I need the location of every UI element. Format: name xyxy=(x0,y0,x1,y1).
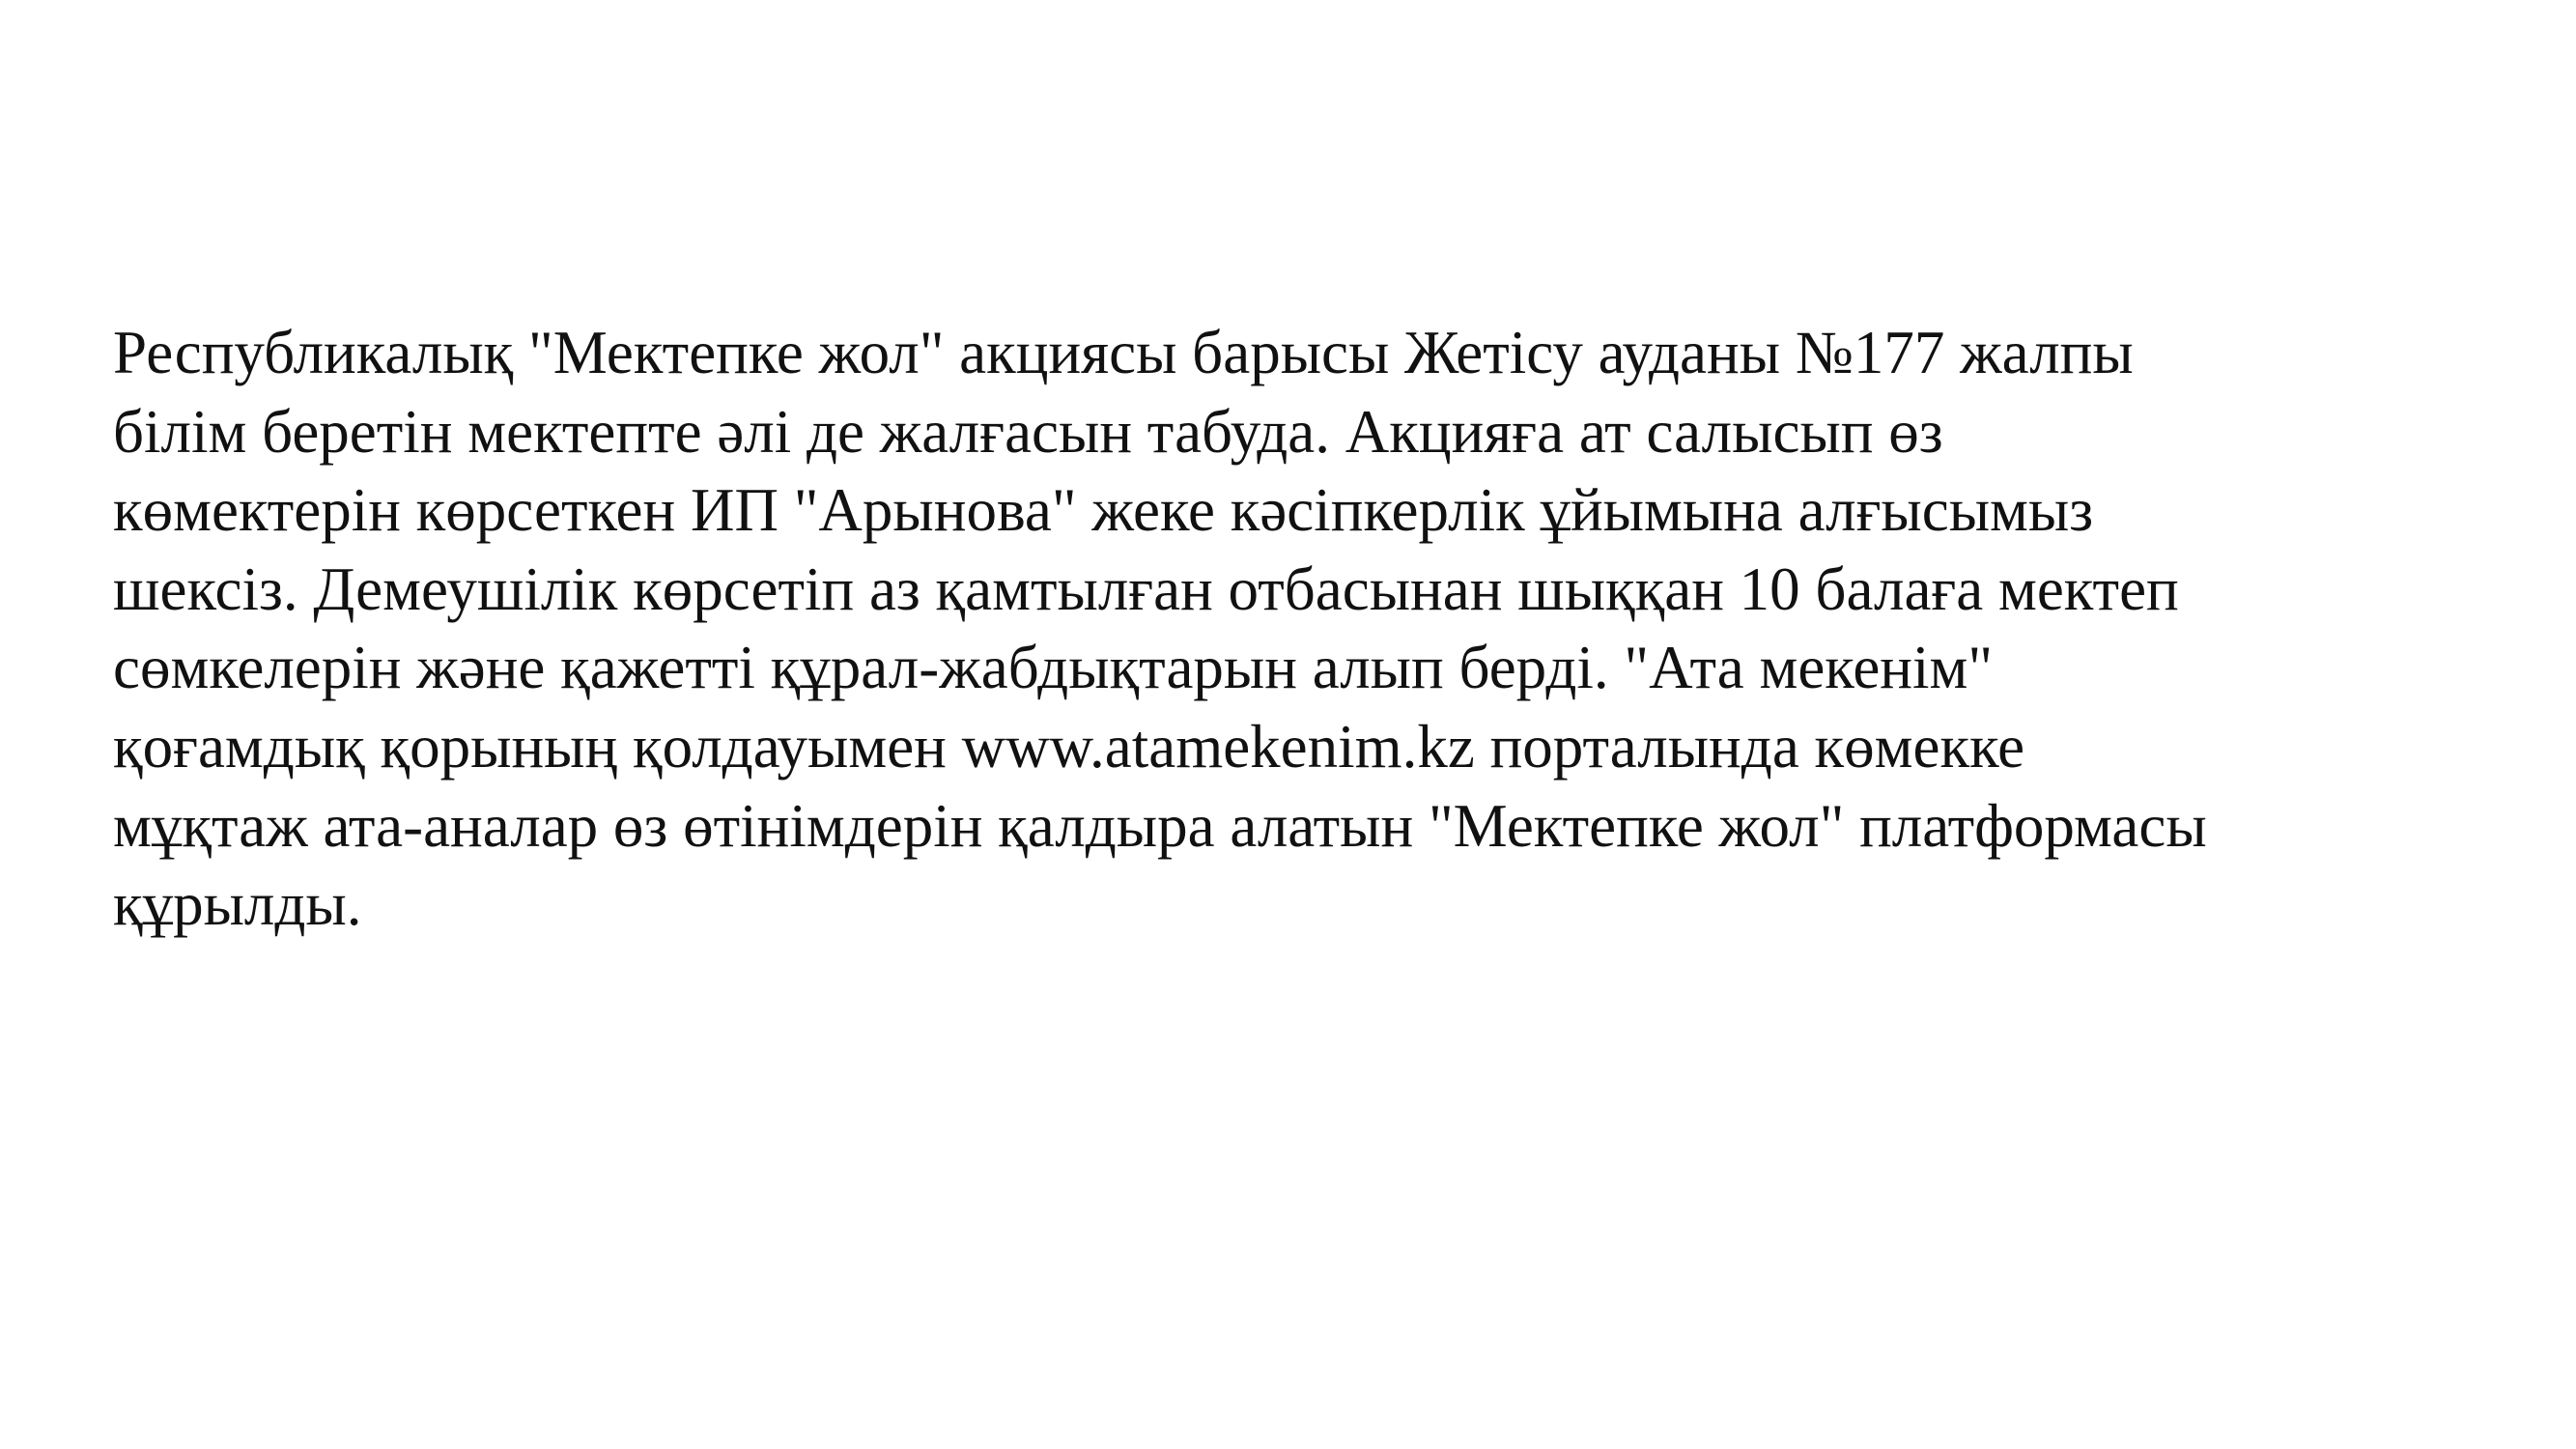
paragraph-line-2: білім беретін мектепте әлі де жалғасын табуда. Акцияға ат салысып өз xyxy=(113,397,1943,466)
paragraph-line-1: Республикалық "Мектепке жол" акциясы барысы Жетісу ауданы №177 жалпы xyxy=(113,319,2134,386)
paragraph-line-7: мұқтаж ата-аналар өз өтінімдерін қалдыра алатын "Мектепке жол" платформасы xyxy=(113,791,2207,860)
paragraph-line-4: шексіз. Демеушілік көрсетіп аз қамтылған отбасынан шыққан 10 балаға мектеп xyxy=(113,554,2179,623)
paragraph-line-3: көмектерін көрсеткен ИП "Арынова" жеке кәсіпкерлік ұйымына алғысымыз xyxy=(113,476,2094,545)
body-paragraph xyxy=(113,314,2499,945)
paragraph-line-5: сөмкелерін және қажетті құрал-жабдықтарын алып берді. "Ата мекенім" xyxy=(113,634,1994,702)
paragraph-line-8: құрылды. xyxy=(113,870,362,939)
paragraph-line-6: қоғамдық қорының қолдауымен www.atamekenim.kz порталында көмекке xyxy=(113,712,2025,781)
